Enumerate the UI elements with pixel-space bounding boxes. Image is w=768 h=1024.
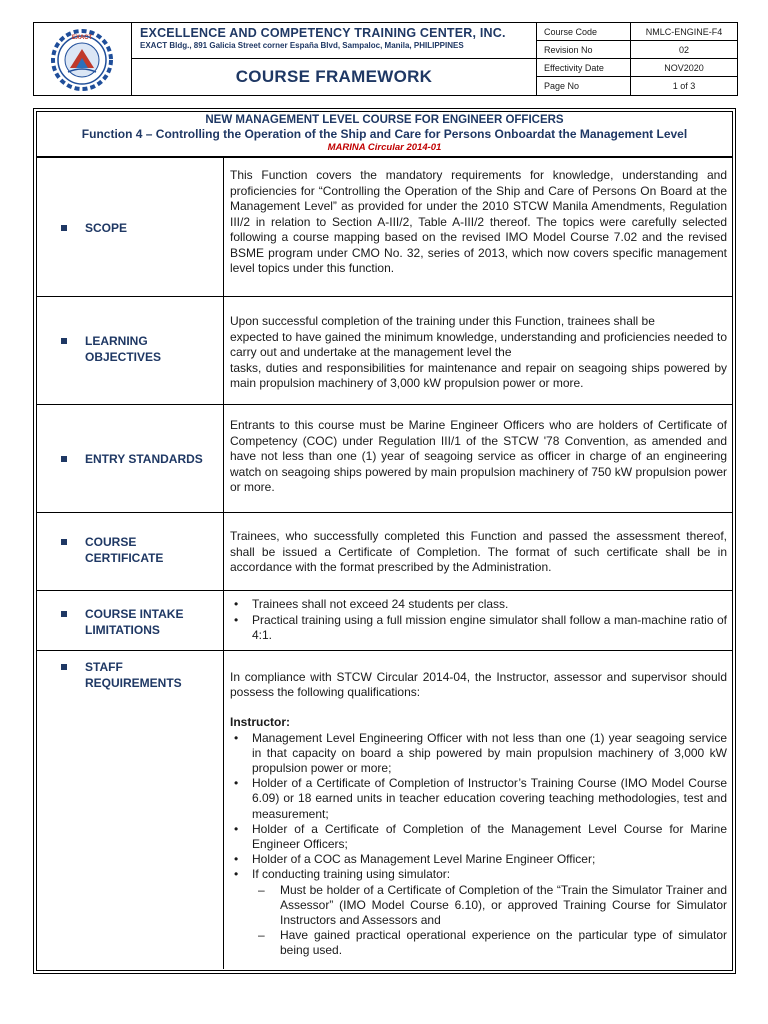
course-title: NEW MANAGEMENT LEVEL COURSE FOR ENGINEER OFFICERS — [205, 114, 564, 126]
scope-row — [37, 157, 732, 297]
intake-row — [37, 590, 732, 651]
objectives-label: LEARNING OBJECTIVES — [85, 334, 162, 364]
certificate-row — [37, 512, 732, 591]
meta-value: NOV2020 — [631, 59, 737, 77]
gear-logo-icon — [34, 23, 131, 95]
list-item: • Holder of a COC as Management Level Marine Engineer Officer; — [230, 852, 727, 867]
objectives-text: Upon successful completion of the training under this Function, trainees shall be expected to have gained the minimum knowledge, understanding and proficiencies needed to carry out and undertake at the management level the tasks, duties and responsibilities for maintenance and repair on seagoing ships powered by main propulsion machinery of 3,000 kW propulsion power or more. — [230, 314, 727, 390]
scope-label-cell — [37, 158, 224, 297]
header-center — [132, 23, 537, 95]
document-type-title: COURSE FRAMEWORK — [235, 67, 433, 86]
objectives-row — [37, 296, 732, 405]
entry-label-cell — [37, 405, 224, 513]
certificate-label: COURSE CERTIFICATE — [85, 535, 164, 565]
staff-label-cell — [37, 651, 224, 969]
company-name: EXCELLENCE AND COMPETENCY TRAINING CENTER, INC. — [140, 26, 506, 40]
staff-row — [37, 650, 732, 969]
list-item: • Holder of a Certificate of Completion of Instructor’s Training Course (IMO Model Course 6.09) or 18 earned units in teacher education covering teaching methodologies, test and measurement; — [230, 776, 727, 822]
bullet-icon — [61, 225, 67, 231]
sub-list-item: – Must be holder of a Certificate of Completion of the “Train the Simulator Trainer and Assessor” (IMO Model Course 6.10), or approved Training Course for Simulator Instructors and Assessors and — [230, 883, 727, 929]
bullet-icon — [61, 539, 67, 545]
bullet-icon — [61, 664, 67, 670]
meta-label: Effectivity Date — [537, 59, 631, 77]
meta-value: 02 — [631, 41, 737, 59]
document-header — [33, 22, 738, 96]
certificate-label-cell — [37, 513, 224, 591]
instructor-heading: Instructor: — [230, 715, 290, 730]
document-meta-table — [537, 23, 737, 95]
company-address: EXACT Bldg., 891 Galicia Street corner España Blvd, Sampaloc, Manila, PHILIPPINES — [140, 41, 464, 50]
list-item: • Holder of a Certificate of Completion of the Management Level Course for Marine Engineer Officers; — [230, 822, 727, 852]
intake-text — [224, 591, 732, 651]
meta-label: Revision No — [537, 41, 631, 59]
circular-reference: MARINA Circular 2014-01 — [327, 142, 442, 153]
list-item: • Trainees shall not exceed 24 students per class. — [230, 597, 727, 613]
list-item: • Practical training using a full mission engine simulator shall follow a man-machine ratio of 4:1. — [230, 613, 727, 644]
entry-text: Entrants to this course must be Marine Engineer Officers who are holders of Certificate of Competency (COC) under Regulation III/1 of the STCW '78 Convention, as amended and have not less than one (1) year of seagoing service as officer in charge of an engineering watch on seagoing ships powered by main propulsion machinery of 750 kW propulsion power or more. — [230, 418, 727, 494]
course-framework-table — [33, 108, 736, 974]
scope-text: This Function covers the mandatory requirements for knowledge, understanding and proficiencies for “Controlling the Operation of the Ship and Care of Persons On Board at the Management Level” as provided for under the 2010 STCW Manila Amendments, Regulation III/2 in relation to Section A-III/2, Table A-III/2 thereof. The topics were carefully selected following a course mapping based on the revised IMO Model Course 7.02 and the revised BSME program under CMO No. 32, series of 2013, which now covers specific management level topics under this function. — [230, 168, 727, 275]
svg-text:EXACT: EXACT — [71, 35, 93, 41]
function-title: Function 4 – Controlling the Operation of the Ship and Care for Persons Onboardat the Management Level — [81, 127, 688, 141]
list-item: • Management Level Engineering Officer with not less than one (1) year seagoing service in that capacity on board a ship powered by main propulsion machinery of 3,000 kW propulsion power or more; — [230, 731, 727, 777]
meta-value: 1 of 3 — [672, 81, 696, 91]
bullet-icon — [61, 611, 67, 617]
staff-text — [224, 651, 732, 969]
intake-label-cell — [37, 591, 224, 651]
intake-label: COURSE INTAKE LIMITATIONS — [85, 607, 184, 637]
meta-label: Course Code — [537, 23, 631, 41]
certificate-text: Trainees, who successfully completed this Function and passed the assessment thereof, shall be issued a Certificate of Completion. The format of such certificate shall be in accordance with the format prescribed by the Administration. — [230, 529, 727, 574]
bullet-icon — [61, 338, 67, 344]
list-item: • If conducting training using simulator: — [230, 867, 727, 882]
staff-intro: In compliance with STCW Circular 2014-04, the Instructor, assessor and supervisor should possess the following qualifications: — [230, 670, 727, 700]
sub-list-item: – Have gained practical operational experience on the particular type of simulator being used. — [230, 928, 727, 958]
meta-label: Page No — [537, 77, 631, 95]
bullet-icon — [61, 456, 67, 462]
company-logo — [34, 23, 132, 95]
course-title-block — [37, 112, 732, 157]
meta-value: NMLC-ENGINE-F4 — [631, 23, 737, 41]
entry-row — [37, 404, 732, 513]
staff-label: STAFF REQUIREMENTS — [85, 660, 182, 690]
entry-label: ENTRY STANDARDS — [85, 452, 203, 466]
scope-label: SCOPE — [85, 221, 128, 235]
objectives-label-cell — [37, 297, 224, 405]
